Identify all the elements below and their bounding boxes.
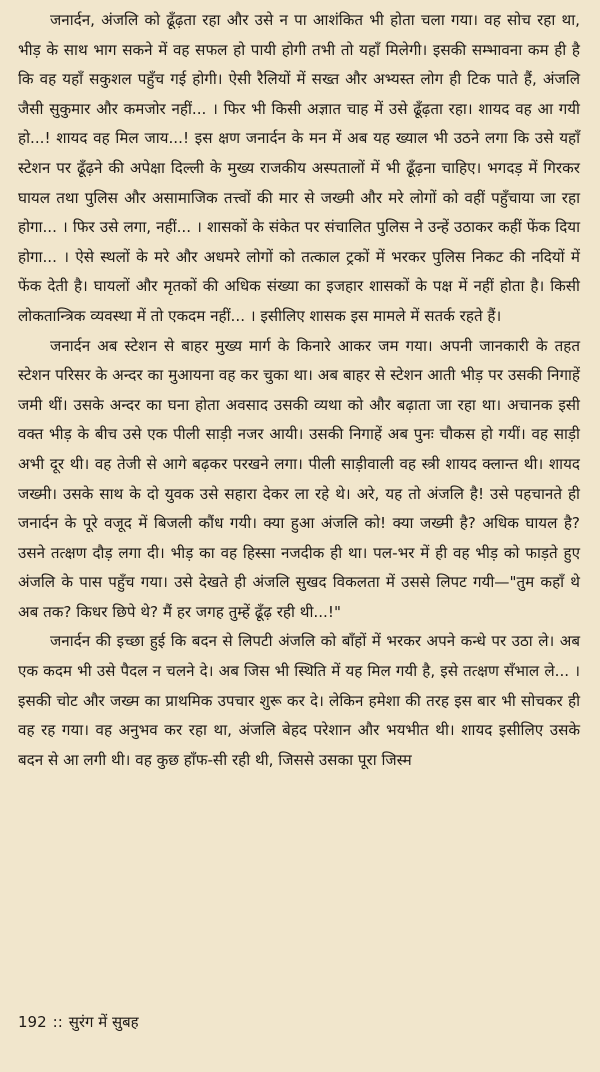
book-title: सुरंग में सुबह	[68, 1013, 139, 1031]
body-text	[18, 6, 580, 775]
footer-separator: ::	[52, 1013, 63, 1031]
paragraph-2: जनार्दन अब स्टेशन से बाहर मुख्य मार्ग के किनारे आकर जम गया। अपनी जानकारी के तहत स्टेशन परिसर के अन्दर का मुआयना वह कर चुका था। अब बाहर से स्टेशन आती भीड़ पर उसकी निगाहें जमी थीं। उसके अन्दर का घना होता अवसाद उसकी व्यथा को और बढ़ाता जा रहा था। अचानक इसी वक्त भीड़ के बीच उसे एक पीली साड़ी नजर आयी। उसकी निगाहें अब पुनः चौकस हो गयीं। वह साड़ी अभी दूर थी। वह तेजी से आगे बढ़कर परखने लगा। पीली साड़ीवाली वह स्त्री शायद क्लान्त थी। शायद जख्मी। उसके साथ के दो युवक उसे सहारा देकर ला रहे थे। अरे, यह तो अंजलि है! उसे पहचानते ही जनार्दन के पूरे वजूद में बिजली कौंध गयी। क्या हुआ अंजलि को! क्या जख्मी है? अधिक घायल है? उसने तत्क्षण दौड़ लगा दी। भीड़ का वह हिस्सा नजदीक ही था। पल-भर में ही वह भीड़ को फाड़ते हुए अंजलि के पास पहुँच गया। उसे देखते ही अंजलि सुखद विकलता में उससे लिपट गयी—"तुम कहाँ थे अब तक? किधर छिपे थे? मैं हर जगह तुम्हें ढूँढ़ रही थी...!"	[18, 336, 580, 621]
paragraph-1: जनार्दन, अंजलि को ढूँढ़ता रहा और उसे न पा आशंकित भी होता चला गया। वह सोच रहा था, भीड़ के साथ भाग सकने में वह सफल हो पायी होगी तभी तो यहाँ मिलेगी। इसकी सम्भावना कम ही है कि वह यहाँ सकुशल पहुँच गई होगी। ऐसी रैलियों में सख्त और अभ्यस्त लोग ही टिक पाते हैं, अंजलि जैसी सुकुमार और कमजोर नहीं... । फिर भी किसी अज्ञात चाह में उसे ढूँढ़ता रहा। शायद वह आ गयी हो...! शायद वह मिल जाय...! इस क्षण जनार्दन के मन में अब यह ख्याल भी उठने लगा कि उसे यहाँ स्टेशन पर ढूँढ़ने की अपेक्षा दिल्ली के मुख्य राजकीय अस्पतालों में भी ढूँढ़ना चाहिए। भगदड़ में गिरकर घायल तथा पुलिस और असामाजिक तत्त्वों की मार से जख्मी और मरे लोगों को वहीं पहुँचाया जा रहा होगा... । फिर उसे लगा, नहीं... । शासकों के संकेत पर संचालित पुलिस ने उन्हें उठाकर कहीं फेंक दिया होगा... । ऐसे स्थलों के मरे और अधमरे लोगों को तत्काल ट्रकों में भरकर पुलिस निकट की नदियों में फेंक देती है। घायलों और मृतकों की अधिक संख्या का इजहार शासकों के पक्ष में नहीं होता है। किसी लोकतान्त्रिक व्यवस्था में तो एकदम नहीं... । इसीलिए शासक इस मामले में सतर्क रहते हैं।	[18, 11, 580, 325]
page-number: 192	[18, 1013, 47, 1031]
paragraph-3: जनार्दन की इच्छा हुई कि बदन से लिपटी अंजलि को बाँहों में भरकर अपने कन्धे पर उठा ले। अब एक कदम भी उसे पैदल न चलने दे। अब जिस भी स्थिति में यह मिल गयी है, इसे तत्क्षण सँभाल ले... । इसकी चोट और जख्म का प्राथमिक उपचार शुरू कर दे। लेकिन हमेशा की तरह इस बार भी सोचकर ही वह रह गया। वह अनुभव कर रहा था, अंजलि बेहद परेशान और भयभीत थी। शायद इसीलिए उसके बदन से आ लगी थी। वह कुछ हाँफ-सी रही थी, जिससे उसका पूरा जिस्म	[18, 632, 580, 769]
page-footer	[18, 1012, 139, 1032]
